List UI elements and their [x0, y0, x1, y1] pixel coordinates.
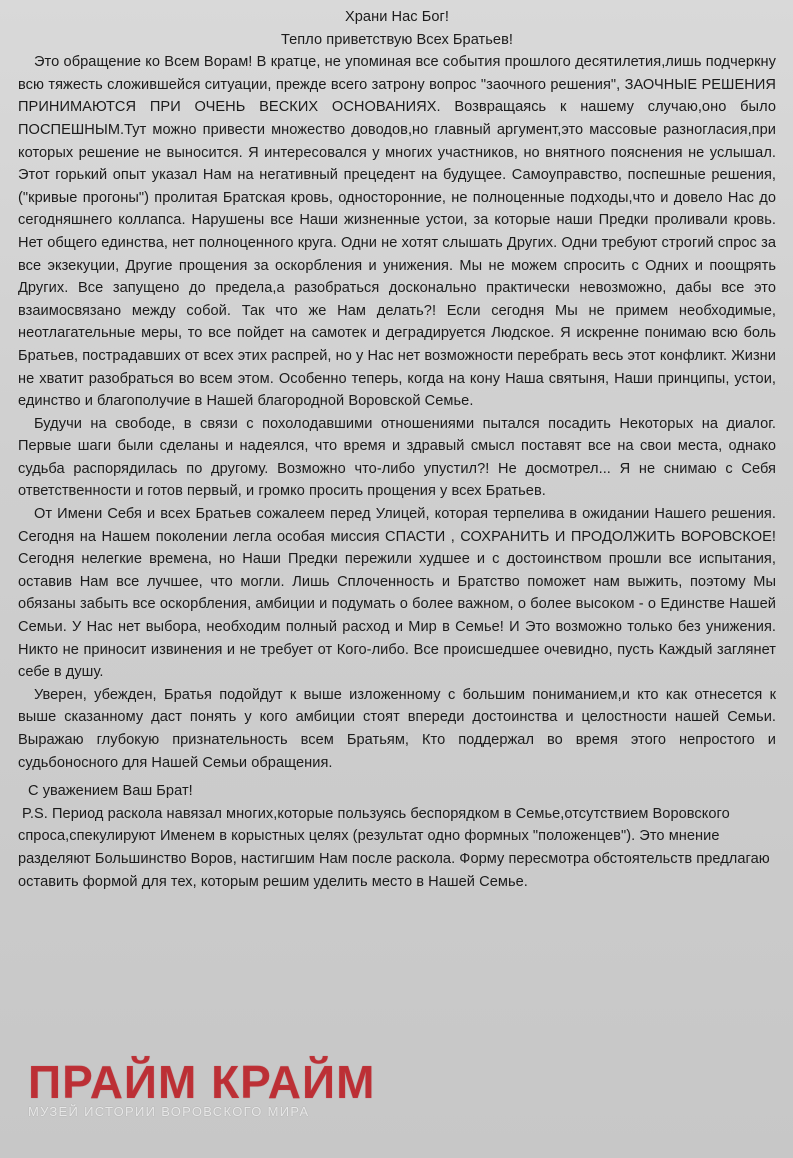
watermark-logo	[28, 1058, 428, 1120]
letter-paragraph: От Имени Себя и всех Братьев сожалеем перед Улицей, которая терпелива в ожидании Нашего решения. Сегодня на Нашем поколении легла особая миссия СПАСТИ , СОХРАНИТЬ И ПРОДОЛЖИТЬ ВОРОВСКОЕ! Сегодня нелегкие времена, но Наши Предки пережили худшее и с достоинством прошли все испытания, оставив Нам все лучшее, что могли. Лишь Сплоченность и Братство поможет нам выжить, поэтому Мы обязаны забыть все оскорбления, амбиции и подумать о более важном, о более высоком - о Единстве Нашей Семьи. У Нас нет выбора, необходим полный расход и Мир в Семье! И Это возможно только без унижения. Никто не приносит извинения и не требует от Кого-либо. Все происшедшее очевидно, пусть Каждый заглянет себе в душу.	[18, 506, 776, 681]
letter-greeting-2: Тепло приветствую Всех Братьев!	[280, 31, 513, 48]
watermark-subtitle: МУЗЕЙ ИСТОРИИ ВОРОВСКОГО МИРА	[28, 1104, 310, 1119]
letter-paragraph: Уверен, убежден, Братья подойдут к выше изложенному с большим пониманием,и кто как отнесется к выше сказанному даст понять у кого амбиции стоят впереди достоинства и целостности нашей Семьи. Выражаю глубокую признательность всем Братьям, Кто поддержал во время этого непростого и судьбоносного для Нашей Семьи обращения.	[18, 686, 776, 771]
letter-paragraph: Это обращение ко Всем Ворам! В кратце, не упоминая все события прошлого десятилетия,лишь подчеркну всю тяжесть сложившейся ситуации, прежде всего затрону вопрос "заочного решения", ЗАОЧНЫЕ РЕШЕНИЯ ПРИНИМАЮТСЯ ПРИ ОЧЕНЬ ВЕСКИХ ОСНОВАНИЯХ. Возвращаясь к нашему случаю,оно было ПОСПЕШНЫМ.Тут можно привести множество доводов,но главный аргумент,это массовые разногласия,при которых решение не выносится. Я интересовался у многих участников, но внятного пояснения не услышал. Этот горький опыт указал Нам на негативный прецедент на будущее. Самоуправство, поспешные решения,("кривые прогоны") пролитая Братская кровь, односторонние, не полноценные подходы,что и довело Нас до сегодняшнего коллапса. Нарушены все Наши жизненные устои, за которые наши Предки проливали кровь. Нет общего единства, нет полноценного круга. Одни не хотят слышать Других. Одни требуют строгий спрос за все экзекуции, Другие прощения за оскорбления и унижения. Мы не можем спросить с Одних и поощрять Других. Все запущено до предела,а разобраться досконально практически невозможно, дабы все это взаимосвязано между собой. Так что же Нам делать?! Если сегодня Мы не примем необходимые, неотлагательные меры, то все пойдет на самотек и деградируется Людское. Я искренне понимаю всю боль Братьев, пострадавших от всех этих распрей, но у Нас нет возможности перебрать весь этот конфликт. Жизни не хватит разобраться во всем этом. Особенно теперь, когда на кону Наша святыня, Наши принципы, устои, единство и благополучие в Нашей благородной Воровской Семье.	[18, 54, 776, 410]
letter-postscript: P.S. Период раскола навязал многих,которые пользуясь беспорядком в Семье,отсутствием Воровского спроса,спекулируют Именем в корыстных целях (результат одно формных "положенцев"). Это мнение разделяют Большинство Воров, настигшим Нам после раскола. Форму пересмотра обстоятельств предлагаю оставить формой для тех, которым решим уделить место в Нашей Семье.	[18, 805, 770, 890]
letter-body	[18, 6, 776, 893]
letter-paragraph: Будучи на свободе, в связи с похолодавшими отношениями пытался посадить Некоторых на диалог. Первые шаги были сделаны и надеялся, что время и здравый смысл поставят все на свои места, однако судьба распорядилась по другому. Возможно что-либо упустил?! Не досмотрел... Я не снимаю с Себя ответственности и готов первый, и громко просить прощения у всех Братьев.	[18, 415, 776, 500]
letter-closing: С уважением Ваш Брат!	[28, 783, 193, 800]
watermark-title: ПРАЙМ КРАЙМ	[28, 1056, 376, 1108]
letter-greeting-1: Храни Нас Бог!	[344, 9, 449, 25]
